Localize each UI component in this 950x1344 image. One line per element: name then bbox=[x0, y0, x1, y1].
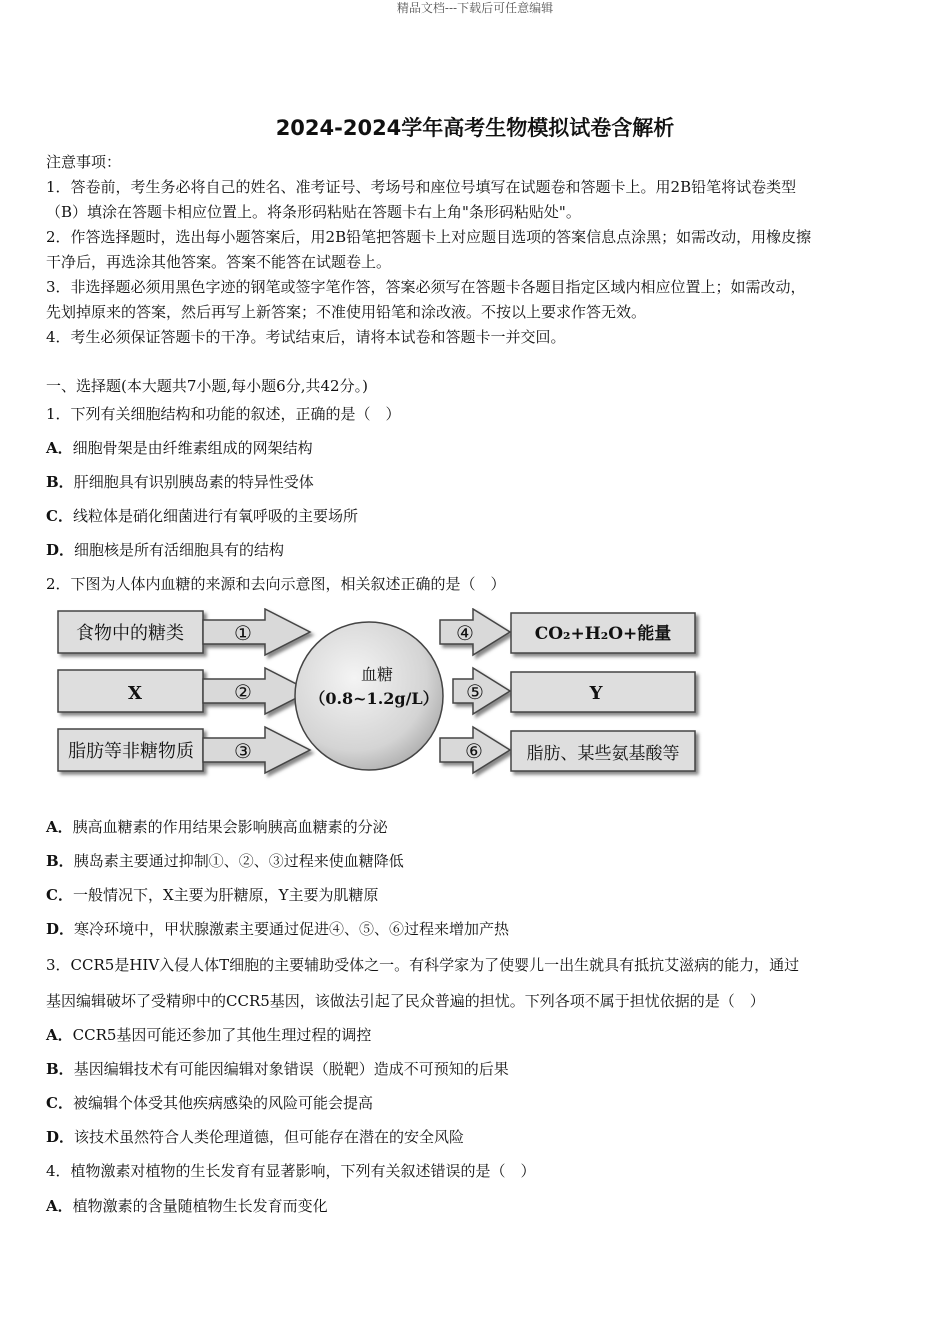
notice-line: 3．非选择题必须用黑色字迹的钢笔或签字笔作答，答案必须写在答题卡各题目指定区域内相应位置上；如需改动， bbox=[46, 278, 806, 296]
source-arrows bbox=[203, 609, 310, 773]
option-text: 细胞骨架是由纤维素组成的网架结构 bbox=[72, 439, 313, 457]
option-letter: A． bbox=[46, 1197, 73, 1215]
notice-line: 1．答卷前，考生务必将自己的姓名、准考证号、考场号和座位号填写在试题卷和答题卡上。用2B铅笔将试卷类型 bbox=[46, 178, 797, 196]
arrow-shape bbox=[203, 668, 310, 714]
option-letter: A． bbox=[46, 1026, 73, 1044]
center-range: （0.8~1.2g/L） bbox=[309, 689, 439, 708]
notice-line: 干净后，再选涂其他答案。答案不能答在试题卷上。 bbox=[46, 253, 392, 271]
option-text: 胰高血糖素的作用结果会影响胰高血糖素的分泌 bbox=[72, 818, 388, 836]
question-stem: 4．植物激素对植物的生长发育有显著影响，下列有关叙述错误的是（ ） bbox=[46, 1162, 536, 1180]
notice-line: 2．作答选择题时，选出每小题答案后，用2B铅笔把答题卡上对应题目选项的答案信息点涂黑；如需改动，用橡皮擦 bbox=[46, 228, 812, 246]
question-stem: 1．下列有关细胞结构和功能的叙述，正确的是（ ） bbox=[46, 405, 401, 423]
arrow-label: ② bbox=[234, 680, 252, 704]
option-text: CCR5基因可能还参加了其他生理过程的调控 bbox=[72, 1026, 372, 1044]
source-label: X bbox=[128, 683, 142, 704]
output-label: Y bbox=[589, 683, 603, 704]
question-stem: 3．CCR5是HIV入侵人体T细胞的主要辅助受体之一。有科学家为了使婴儿一出生就具有抵抗艾滋病的能力，通过 bbox=[46, 956, 800, 974]
header-note: 精品文档---下载后可任意编辑 bbox=[396, 1, 554, 15]
option-letter: D． bbox=[46, 541, 75, 559]
answer-option bbox=[46, 851, 404, 871]
answer-option bbox=[46, 1093, 373, 1113]
arrow-label: ① bbox=[234, 621, 252, 645]
answer-option bbox=[46, 540, 284, 560]
option-letter: D． bbox=[46, 1128, 75, 1146]
option-letter: B． bbox=[46, 473, 74, 491]
option-text: 一般情况下，X主要为肝糖原，Y主要为肌糖原 bbox=[72, 886, 379, 904]
option-text: 线粒体是硝化细菌进行有氧呼吸的主要场所 bbox=[72, 507, 358, 525]
option-text: 植物激素的含量随植物生长发育而变化 bbox=[72, 1197, 328, 1215]
option-letter: C． bbox=[46, 1094, 73, 1112]
option-letter: C． bbox=[46, 886, 73, 904]
answer-option bbox=[46, 1196, 328, 1216]
center-label: 血糖 bbox=[360, 665, 394, 684]
option-text: 被编辑个体受其他疾病感染的风险可能会提高 bbox=[72, 1094, 373, 1112]
option-letter: A． bbox=[46, 439, 73, 457]
option-letter: A． bbox=[46, 818, 73, 836]
answer-option bbox=[46, 506, 358, 526]
page-title: 2024-2024学年高考生物模拟试卷含解析 bbox=[275, 116, 675, 140]
option-text: 寒冷环境中，甲状腺激素主要通过促进④、⑤、⑥过程来增加产热 bbox=[74, 920, 510, 938]
answer-option bbox=[46, 817, 388, 837]
output-label: CO₂+H₂O+能量 bbox=[534, 624, 672, 644]
notice-line: 4．考生必须保证答题卡的干净。考试结束后，请将本试卷和答题卡一并交回。 bbox=[46, 328, 566, 346]
blood-glucose-diagram bbox=[55, 608, 705, 784]
answer-option bbox=[46, 919, 509, 939]
answer-option bbox=[46, 1025, 371, 1045]
arrow-shape bbox=[440, 609, 510, 655]
arrow-label: ③ bbox=[234, 739, 252, 763]
question-stem: 2．下图为人体内血糖的来源和去向示意图，相关叙述正确的是（ ） bbox=[46, 575, 506, 593]
notice-line: （B）填涂在答题卡相应位置上。将条形码粘贴在答题卡右上角"条形码粘贴处"。 bbox=[46, 203, 581, 221]
answer-option bbox=[46, 1059, 509, 1079]
question-stem-continued: 基因编辑破坏了受精卵中的CCR5基因，该做法引起了民众普遍的担忧。下列各项不属于担忧依据的是（ ） bbox=[46, 992, 765, 1010]
notice-heading: 注意事项： bbox=[46, 153, 122, 171]
answer-option bbox=[46, 885, 379, 905]
answer-option bbox=[46, 438, 313, 458]
option-text: 该技术虽然符合人类伦理道德，但可能存在潜在的安全风险 bbox=[74, 1128, 465, 1146]
arrow-label: ⑤ bbox=[466, 680, 484, 704]
option-text: 细胞核是所有活细胞具有的结构 bbox=[74, 541, 285, 559]
arrow-label: ④ bbox=[456, 621, 474, 645]
answer-option bbox=[46, 472, 314, 492]
option-letter: D． bbox=[46, 920, 75, 938]
source-label: 食物中的糖类 bbox=[76, 623, 184, 644]
answer-option bbox=[46, 1127, 464, 1147]
arrow-shape bbox=[203, 727, 310, 773]
section-heading: 一、选择题(本大题共7小题,每小题6分,共42分。) bbox=[46, 377, 368, 395]
option-letter: C． bbox=[46, 507, 73, 525]
notice-line: 先划掉原来的答案，然后再写上新答案；不准使用铅笔和涂改液。不按以上要求作答无效。 bbox=[46, 303, 647, 321]
arrow-shape bbox=[203, 609, 310, 655]
option-letter: B． bbox=[46, 852, 74, 870]
option-text: 肝细胞具有识别胰岛素的特异性受体 bbox=[73, 473, 314, 491]
option-text: 胰岛素主要通过抑制①、②、③过程来使血糖降低 bbox=[73, 852, 404, 870]
output-label: 脂肪、某些氨基酸等 bbox=[526, 744, 680, 764]
option-letter: B． bbox=[46, 1060, 74, 1078]
source-label: 脂肪等非糖物质 bbox=[68, 741, 194, 762]
output-box bbox=[511, 672, 695, 712]
option-text: 基因编辑技术有可能因编辑对象错误（脱靶）造成不可预知的后果 bbox=[73, 1060, 509, 1078]
arrow-label: ⑥ bbox=[465, 739, 483, 763]
